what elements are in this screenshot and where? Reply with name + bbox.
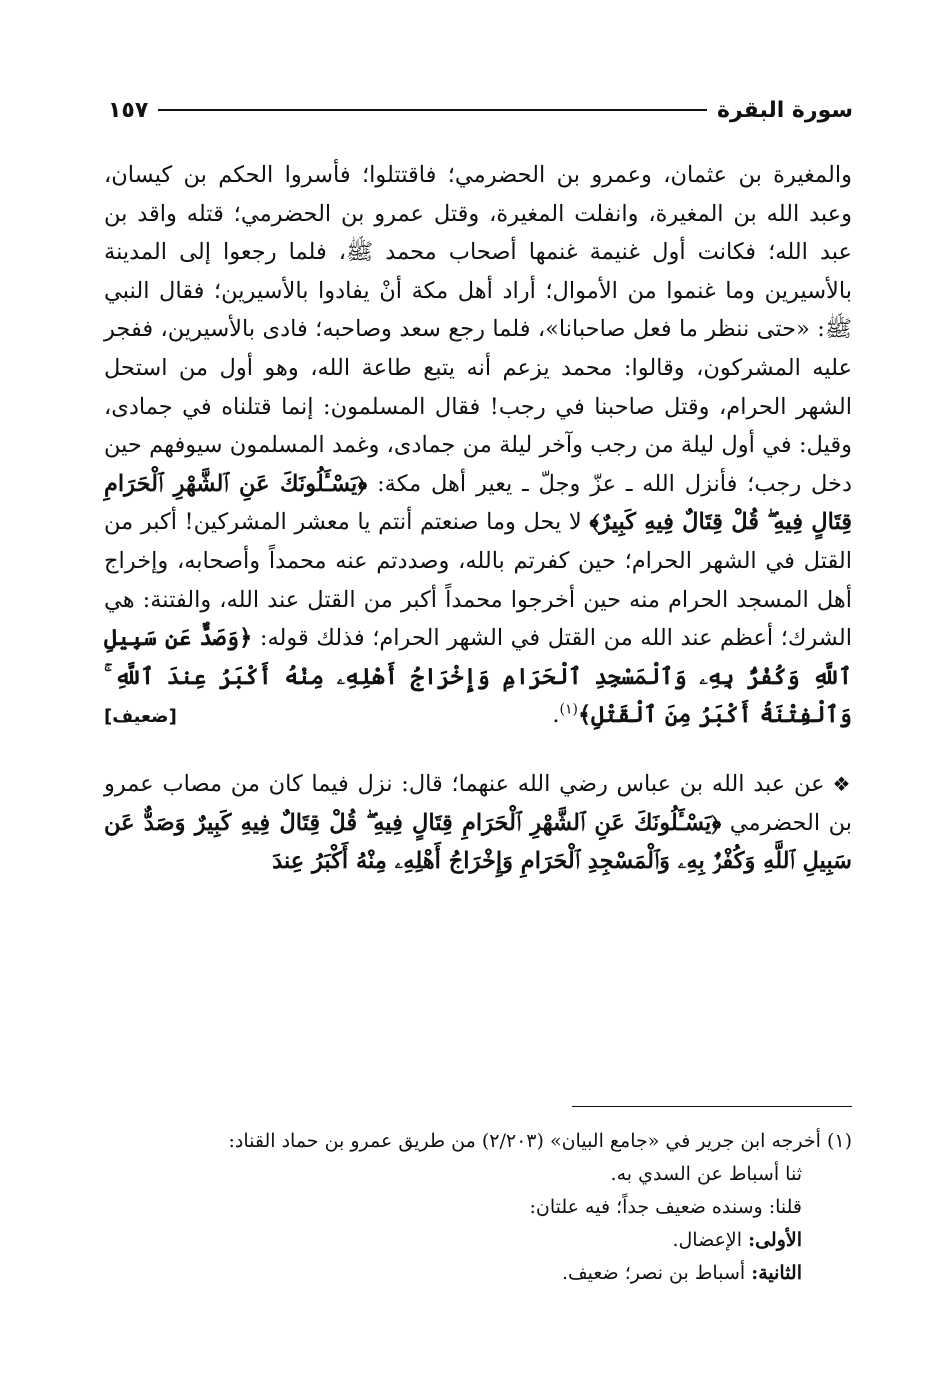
quran-verse-3: ﴿يَسْـَٔلُونَكَ عَنِ ٱلشَّهْرِ ٱلْحَرَامِ قِتَالٍ فِيهِ ۖ قُلْ قِتَالٌ فِيهِ كَبِيرٌ وَصَدٌّ عَن سَبِيلِ ٱللَّهِ وَكُفْرٌۢ بِهِۦ وَٱلْمَسْجِدِ ٱلْحَرَامِ وَإِخْرَاجُ أَهْلِهِۦ مِنْهُ أَكْبَرُ عِندَ [104, 809, 852, 875]
paragraph-1 [104, 156, 852, 735]
footnote-label-first: الأولى: [748, 1229, 802, 1251]
footnote-text-first: الإعضال. [672, 1229, 749, 1251]
footnote-separator [572, 1106, 852, 1107]
bullet-icon: ❖ [832, 771, 852, 796]
paragraph-1-text-b: لا يحل وما صنعتم أنتم يا معشر المشركين! أكبر من القتل في الشهر الحرام؛ حين كفرتم بالله، وصددتم عنه محمداً وأصحابه، وإخراج أهل المسجد الحرام منه حين أخرجوا محمداً أكبر من القتل عند الله، والفتنة: هي الشرك؛ أعظم عند الله من القتل في الشهر الحرام؛ فذلك قوله: [104, 509, 852, 652]
footnote-label-second: الثانية: [751, 1262, 802, 1284]
footnotes [104, 1125, 852, 1290]
footnote-line-4 [104, 1224, 852, 1257]
page-header [108, 92, 853, 128]
paragraph-1-end: . [552, 702, 560, 729]
footnote-ref: (١) [559, 701, 578, 718]
main-text [104, 156, 852, 881]
hadith-grade: [ضعيف] [104, 706, 177, 728]
page-number: ١٥٧ [108, 97, 149, 123]
footnote-line-2: ثنا أسباط عن السدي به. [610, 1163, 802, 1185]
surah-title: سورة البقرة [716, 97, 853, 123]
header-rule [158, 109, 707, 111]
paragraph-2-text: عن عبد الله بن عباس رضي الله عنهما؛ قال: نزل فيما كان من مصاب عمرو بن الحضرمي [104, 770, 853, 836]
paragraph-1-text-a: والمغيرة بن عثمان، وعمرو بن الحضرمي؛ فاقتتلوا؛ فأسروا الحكم بن كيسان، وعبد الله بن المغيرة، وانفلت المغيرة، وقتل عمرو بن الحضرمي؛ قتله واقد بن عبد الله؛ فكانت أول غنيمة غنمها أصحاب محمد ﷺ، فلما رجعوا إلى المدينة بالأسيرين وما غنموا من الأموال؛ أراد أهل مكة أنْ يفادوا بالأسيرين؛ فقال النبي ﷺ: «حتى ننظر ما فعل صاحبانا»، فلما رجع سعد وصاحبه؛ فادى بالأسيرين، ففجر عليه المشركون، وقالوا: محمد يزعم أنه يتبع طاعة الله، وهو أول من استحل الشهر الحرام، وقتل صاحبنا في رجب! فقال المسلمون: إنما قتلناه في جمادى، وقيل: في أول ليلة من رجب وآخر ليلة من جمادى، وغمد المسلمون سيوفهم حين دخل رجب؛ فأنزل الله ـ عزّ وجلّ ـ يعير أهل مكة: [104, 162, 852, 497]
quran-verse-2: ﴿وَصَدٌّ عَن سَبِيلِ ٱللَّهِ وَكُفْرٌۢ بِهِۦ وَٱلْمَسْجِدِ ٱلْحَرَامِ وَإِخْرَاجُ أَهْلِهِۦ مِنْهُ أَكْبَرُ عِندَ ٱللَّهِ ۚ وَٱلْفِتْنَةُ أَكْبَرُ مِنَ ٱلْقَتْلِ﴾ [104, 625, 852, 729]
footnote-line-1: (١) أخرجه ابن جرير في «جامع البيان» (٢/٢٠٣) من طريق عمرو بن حماد القناد: [228, 1130, 852, 1152]
footnote-line-5 [104, 1257, 852, 1290]
footnote-line-3: قلنا: وسنده ضعيف جداً؛ فيه علتان: [529, 1196, 802, 1218]
paragraph-2 [104, 765, 852, 881]
footnote-text-second: أسباط بن نصر؛ ضعيف. [561, 1262, 752, 1284]
quran-verse-1: ﴿يَسْـَٔلُونَكَ عَنِ ٱلشَّهْرِ ٱلْحَرَامِ قِتَالٍ فِيهِ ۖ قُلْ قِتَالٌ فِيهِ كَبِيرٌ﴾ [104, 470, 852, 536]
paragraph-gap [104, 735, 852, 765]
